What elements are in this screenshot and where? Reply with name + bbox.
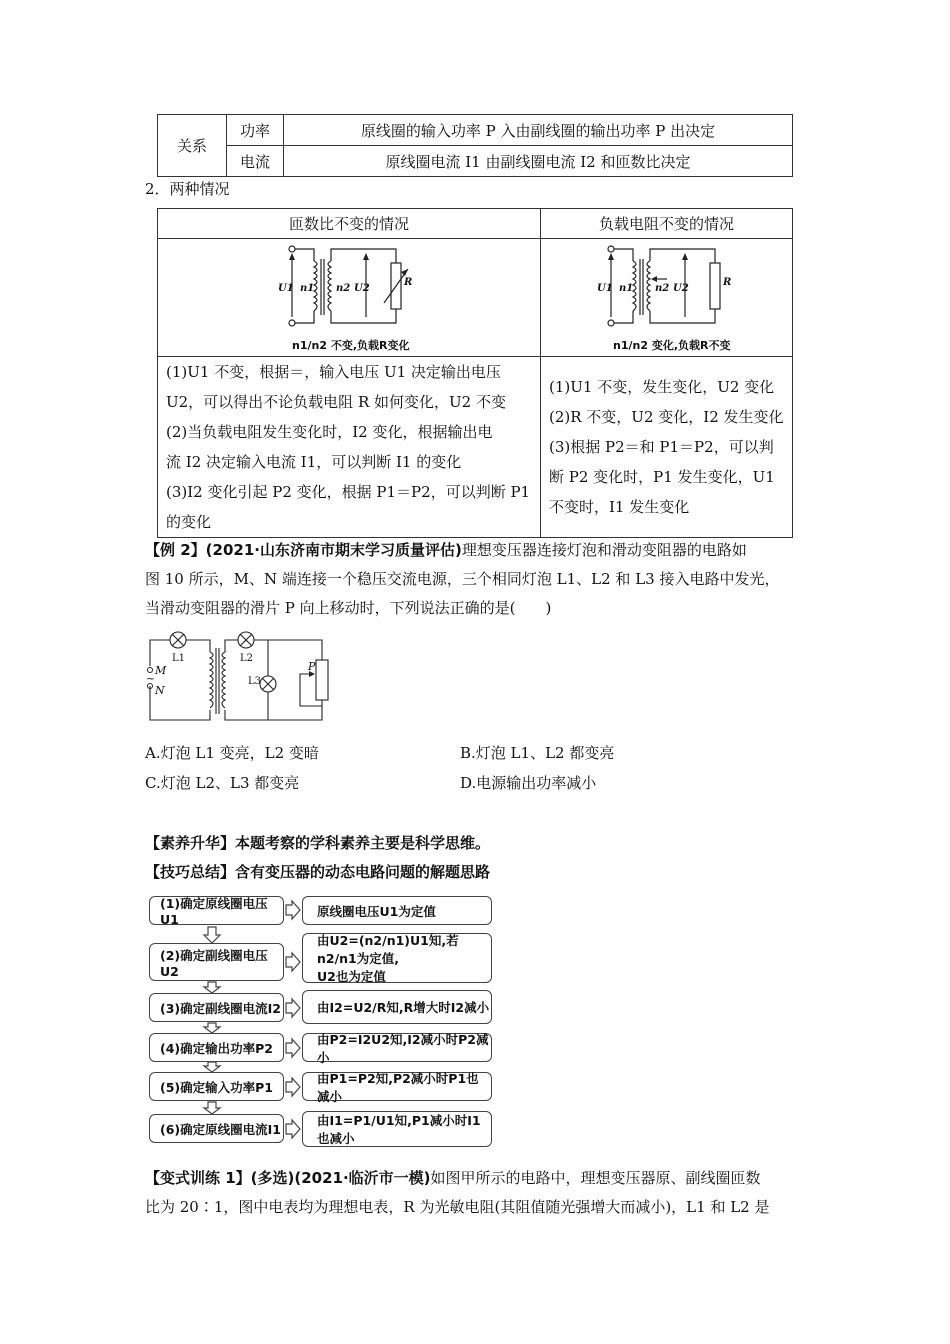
technique-title: 【技巧总结】含有变压器的动态电路问题的解题思路 xyxy=(145,863,491,881)
example2-tag: 【例 2】 xyxy=(145,541,206,559)
n2-label: n2 xyxy=(336,283,351,294)
down-arrow-icon xyxy=(204,1102,220,1114)
left-diagram-cell xyxy=(158,239,541,357)
example2-line2: 图 10 所示，M、N 端连接一个稳压交流电源，三个相同灯泡 L1、L2 和 L3 接入电路中发光， xyxy=(145,570,780,588)
flow-result-2 xyxy=(302,933,492,983)
n2-label-right: n2 xyxy=(655,283,670,294)
down-arrow-icon xyxy=(204,927,220,943)
left-line: U2，可以得出不论负载电阻 R 如何变化，U2 不变 xyxy=(166,393,506,411)
flow-result: 由P2=I2U2知,I2减小时P2减小 xyxy=(302,1033,492,1062)
right-line: 不变时，I1 发生变化 xyxy=(549,498,690,516)
variant-meta: (多选)(2021·临沂市一模) xyxy=(250,1169,431,1187)
left-line: (1)U1 不变，根据＝，输入电压 U1 决定输出电压 xyxy=(166,363,501,381)
ac-symbol: ~ xyxy=(146,672,156,685)
left-explanation xyxy=(158,357,541,538)
example2-line3: 当滑动变阻器的滑片 P 向上移动时，下列说法正确的是( ) xyxy=(145,599,552,617)
n1-label-right: n1 xyxy=(619,283,634,294)
flow-result-line2: U2也为定值 xyxy=(317,969,386,984)
option-a: A.灯泡 L1 变亮，L2 变暗 xyxy=(145,744,319,762)
right-arrow-icon xyxy=(286,1039,300,1057)
r-label: R xyxy=(404,277,413,288)
down-arrow-icon xyxy=(204,982,220,993)
current-label: 电流 xyxy=(227,146,284,177)
relation-row-header: 关系 xyxy=(158,115,227,177)
flow-step: (4)确定输出功率P2 xyxy=(149,1033,284,1062)
terminal-n: N xyxy=(155,684,165,697)
power-text: 原线圈的输入功率 P 入由副线圈的输出功率 P 出决定 xyxy=(284,115,793,146)
flow-arrows xyxy=(140,890,310,1150)
literacy-note: 【素养升华】本题考察的学科素养主要是科学思维。 xyxy=(145,834,491,852)
current-text: 原线圈电流 I1 由副线圈电流 I2 和匝数比决定 xyxy=(284,146,793,177)
option-c: C.灯泡 L2、L3 都变亮 xyxy=(145,774,300,792)
right-line: 断 P2 变化时，P1 发生变化，U1 xyxy=(549,468,775,486)
right-explanation xyxy=(541,357,793,538)
n1-label: n1 xyxy=(300,283,315,294)
example2-text xyxy=(145,536,805,623)
option-b: B.灯泡 L1、L2 都变亮 xyxy=(460,744,615,762)
left-caption: n1/n2 不变,负载R变化 xyxy=(292,339,410,352)
u1-label: U1 xyxy=(278,283,294,294)
flow-result: 原线圈电压U1为定值 xyxy=(302,896,492,925)
lamp-l3-label: L3 xyxy=(248,676,262,687)
example2-source: (2021·山东济南市期末学习质量评估) xyxy=(205,541,462,559)
left-line: 的变化 xyxy=(166,513,212,531)
flow-result: 由U2=(n2/n1)U1知,若n2/n1为定值, xyxy=(317,933,459,966)
right-line: (1)U1 不变，发生变化，U2 变化 xyxy=(549,378,775,396)
r-label-right: R xyxy=(723,277,732,288)
down-arrow-icon xyxy=(204,1062,220,1072)
lamp-l1-label: L1 xyxy=(172,653,186,664)
u2-label-right: U2 xyxy=(673,283,689,294)
flow-step: (1)确定原线圈电压U1 xyxy=(149,896,284,925)
fixed-ratio-transformer-diagram xyxy=(158,239,538,357)
example2-circuit xyxy=(140,630,340,730)
variant-line2: 比为 20∶1，图中电表均为理想电表，R 为光敏电阻(其阻值随光强增大而减小)，L1 和 L2 是 xyxy=(145,1198,770,1216)
terminal-m: M xyxy=(155,664,167,677)
flow-step: (3)确定副线圈电流I2 xyxy=(149,993,284,1022)
flow-result: 由P1=P2知,P2减小时P1也减小 xyxy=(302,1072,492,1101)
u2-label: U2 xyxy=(354,283,370,294)
flow-result: 由I2=U2/R知,R增大时I2减小 xyxy=(302,990,492,1024)
right-arrow-icon xyxy=(286,1120,300,1138)
right-line: (3)根据 P2＝和 P1＝P2，可以判 xyxy=(549,438,774,456)
lamp-l2-label: L2 xyxy=(240,653,254,664)
section2-title: 2．两种情况 xyxy=(145,180,230,198)
example2-line1: 理想变压器连接灯泡和滑动变阻器的电路如 xyxy=(461,541,747,559)
right-arrow-icon xyxy=(286,1078,300,1096)
flow-result: 由I1=P1/U1知,P1减小时I1也减小 xyxy=(302,1111,492,1147)
relation-table xyxy=(157,114,793,177)
option-d: D.电源输出功率减小 xyxy=(460,774,597,792)
right-header: 负载电阻不变的情况 xyxy=(541,209,793,239)
right-arrow-icon xyxy=(286,901,300,919)
left-line: (2)当负载电阻发生变化时，I2 变化，根据输出电 xyxy=(166,423,493,441)
left-line: 流 I2 决定输入电流 I1，可以判断 I1 的变化 xyxy=(166,453,462,471)
cases-table xyxy=(157,208,793,538)
right-arrow-icon xyxy=(286,999,300,1017)
variant-training xyxy=(145,1164,815,1222)
slider-p-label: P xyxy=(308,660,316,673)
variant-line1: 如图甲所示的电路中，理想变压器原、副线圈匝数 xyxy=(430,1169,761,1187)
down-arrow-icon xyxy=(204,1023,220,1033)
right-caption: n1/n2 变化,负载R不变 xyxy=(613,339,731,352)
power-label: 功率 xyxy=(227,115,284,146)
flow-step: (6)确定原线圈电流I1 xyxy=(149,1114,284,1143)
flow-step: (5)确定输入功率P1 xyxy=(149,1072,284,1101)
u1-label-right: U1 xyxy=(597,283,613,294)
variant-tag: 【变式训练 1】 xyxy=(145,1169,251,1187)
left-line: (3)I2 变化引起 P2 变化，根据 P1＝P2，可以判断 P1 xyxy=(166,483,531,501)
fixed-load-transformer-diagram xyxy=(541,239,795,357)
right-line: (2)R 不变，U2 变化，I2 发生变化 xyxy=(549,408,784,426)
right-arrow-icon xyxy=(286,953,300,971)
right-diagram-cell xyxy=(541,239,793,357)
left-header: 匝数比不变的情况 xyxy=(158,209,541,239)
flow-step: (2)确定副线圈电压U2 xyxy=(149,943,284,981)
